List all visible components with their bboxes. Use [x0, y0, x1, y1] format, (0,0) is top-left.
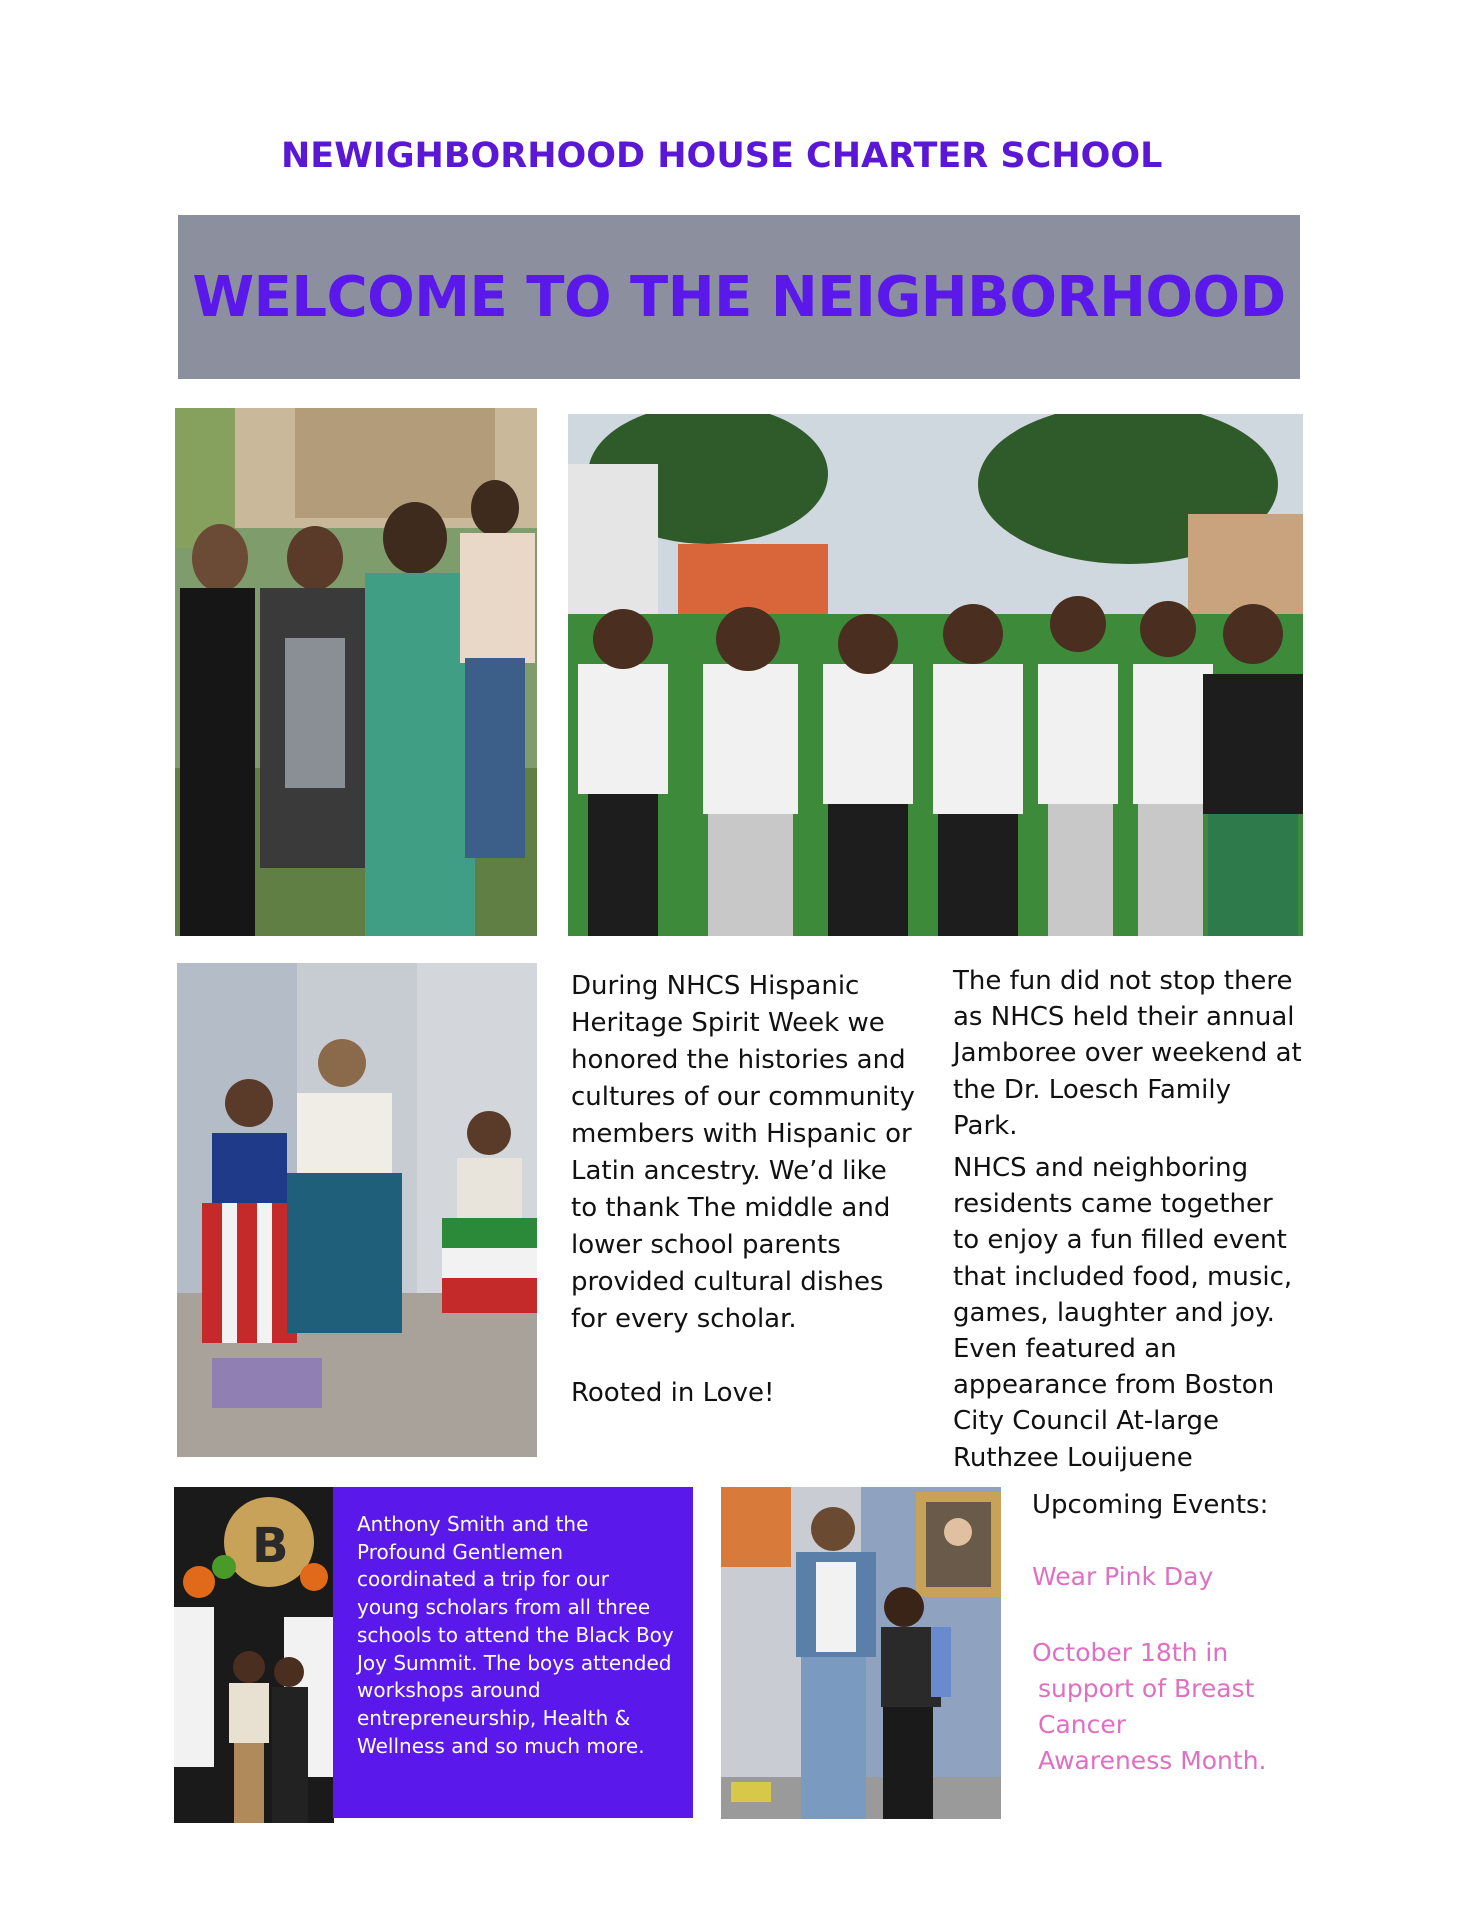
- svg-text:B: B: [252, 1518, 289, 1574]
- photo-black-boy-joy-summit: [174, 1487, 334, 1823]
- photo-parents-with-children: [175, 408, 537, 936]
- banner-title: WELCOME TO THE NEIGHBORHOOD: [192, 264, 1286, 330]
- photo-cultural-dresses: [177, 963, 537, 1457]
- photo-children-group: [568, 414, 1303, 936]
- jamboree-article: [953, 963, 1303, 1476]
- event-detail: October 18th in support of Breast Cancer Awareness Month.: [1032, 1638, 1267, 1775]
- heritage-paragraph: During NHCS Hispanic Heritage Spirit Week we honored the histories and cultures of our community members with Hispanic or Latin ancestry. We’d like to thank The middle and lower school parents provided cultural dishes for every scholar.: [571, 971, 915, 1334]
- event-name: Wear Pink Day: [1032, 1562, 1214, 1591]
- jamboree-paragraph-2: NHCS and neighboring residents came together to enjoy a fun filled event that included food, music, games, laughter and joy. Even featured an appearance from Boston City Council At-large Ruthzee Louijuene: [953, 1153, 1293, 1473]
- upcoming-events-heading: Upcoming Events:: [1032, 1490, 1269, 1520]
- welcome-banner: [178, 215, 1300, 379]
- school-name-heading: NEWIGHBORHOOD HOUSE CHARTER SCHOOL: [281, 136, 1163, 176]
- jamboree-paragraph-1: The fun did not stop there as NHCS held their annual Jamboree over weekend at the Dr. Loesch Family Park.: [953, 966, 1302, 1141]
- heritage-closing: Rooted in Love!: [571, 1378, 775, 1408]
- summit-text: Anthony Smith and the Profound Gentlemen coordinated a trip for our young scholars from all three schools to attend the Black Boy Joy Summit. The boys attended workshops around entrepreneurship, Health & Wellness and so much more.: [357, 1512, 674, 1758]
- summit-info-box: [333, 1487, 693, 1818]
- heritage-article: [571, 968, 921, 1412]
- photo-teacher-and-student: [721, 1487, 1001, 1819]
